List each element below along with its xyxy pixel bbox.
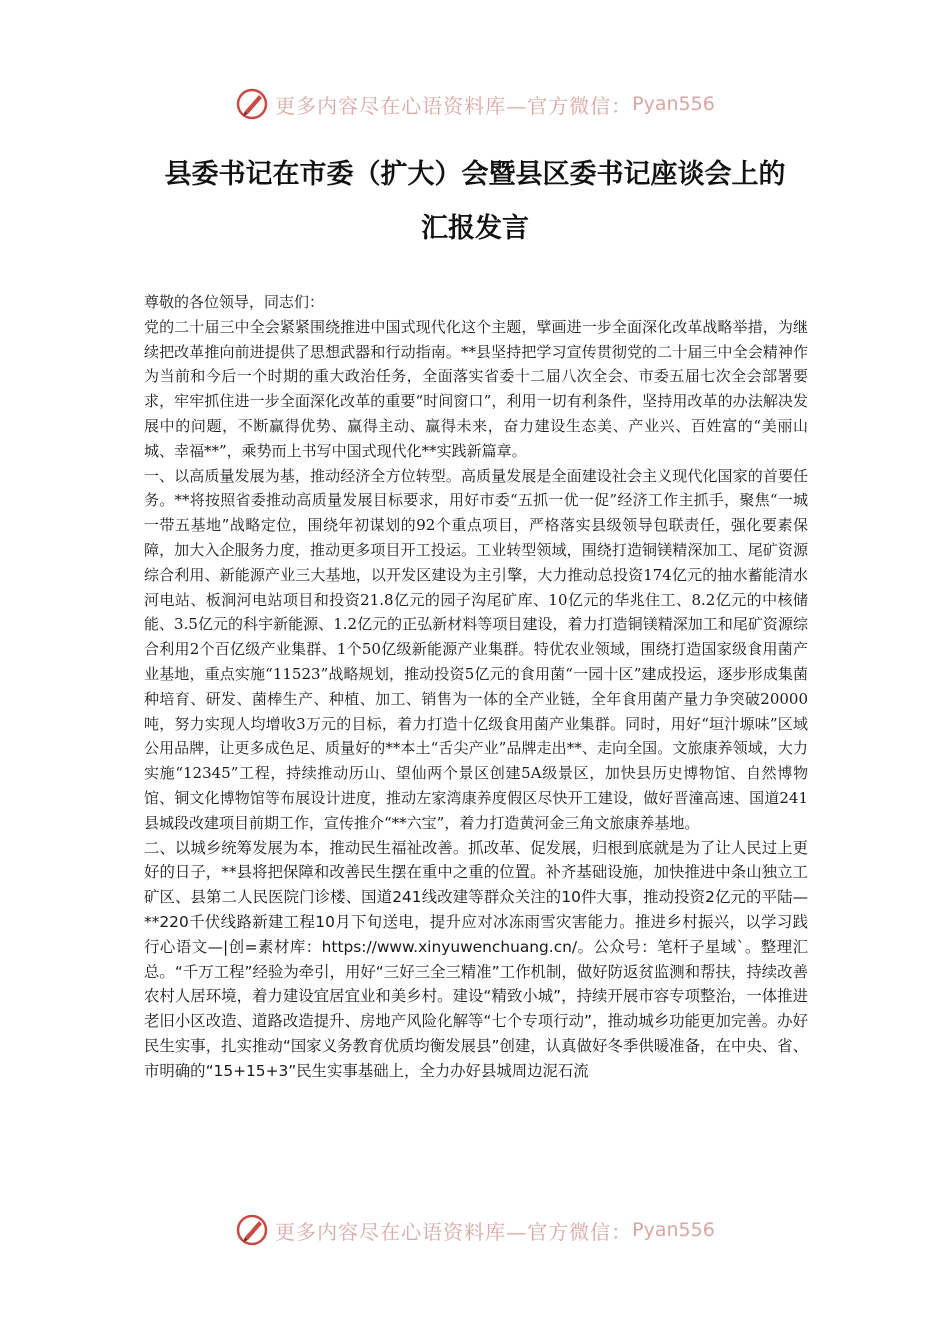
section-2-paragraph: 二、以城乡统筹发展为本，推动民生福祉改善。抓改革、促发展，归根到底就是为了让人民过上更好的日子，**县将把保障和改善民生摆在重中之重的位置。补齐基础设施，加快推进中条山独立工矿区、县第二人民医院门诊楼、国道241线改建等群众关注的10件大事，推动投资2亿元的平陆—**220千伏线路新建工程10月下旬送电，提升应对冰冻雨雪灾害能力。推进乡村振兴，以学习践行心语文—|创=素材库：https://www.xinyuwenchuang.cn/。公众号：笔杆子星域`。整理汇总。“千万工程”经验为牵引，用好“三好三全三精准”工作机制，做好防返贫监测和帮扶，持续改善农村人居环境，着力建设宜居宜业和美乡村。建设“精致小城”，持续开展市容专项整治，一体推进老旧小区改造、道路改造提升、房地产风险化解等“七个专项行动”，推动城乡功能更加完善。办好民生实事，扎实推动“国家义务教育优质均衡发展县”创建，认真做好冬季供暖准备，在中央、省、市明确的“15+15+3”民生实事基础上，全力办好县城周边泥石流 [144, 838, 808, 1080]
watermark-text: 更多内容尽在心语资料库—官方微信： [275, 93, 633, 118]
pen-logo-icon [235, 1213, 269, 1247]
watermark-banner-bottom [0, 1210, 950, 1250]
intro-paragraph: 党的二十届三中全会紧紧围绕推进中国式现代化这个主题，擘画进一步全面深化改革战略举措，为继续把改革推向前进提供了思想武器和行动指南。**县坚持把学习宣传贯彻党的二十届三中全会精神作为当前和今后一个时期的重大政治任务，全面落实省委十二届八次全会、市委五届七次全会部署要求，牢牢抓住进一步全面深化改革的重要“时间窗口”，利用一切有利条件，坚持用改革的办法解决发展中的问题，不断赢得优势、赢得主动、赢得未来，奋力建设生态美、产业兴、百姓富的“美丽山城、幸福**”，乘势而上书写中国式现代化**实践新篇章。 [144, 317, 808, 460]
watermark-wechat-id: Pyan556 [632, 1219, 715, 1241]
watermark-banner-top [0, 84, 950, 124]
salutation: 尊敬的各位领导，同志们： [144, 293, 325, 311]
document-title [100, 148, 850, 256]
pen-logo-icon [235, 87, 269, 121]
watermark-text: 更多内容尽在心语资料库—官方微信： [275, 1219, 633, 1244]
section-1-paragraph: 一、以高质量发展为基，推动经济全方位转型。高质量发展是全面建设社会主义现代化国家的首要任务。**将按照省委推动高质量发展目标要求，用好市委“五抓一优一促”经济工作主抓手，聚焦“一城一带五基地”战略定位，围绕年初谋划的92个重点项目，严格落实县级领导包联责任，强化要素保障，加大入企服务力度，推动更多项目开工投运。工业转型领域，围绕打造铜镁精深加工、尾矿资源综合利用、新能源产业三大基地，以开发区建设为主引擎，大力推动总投资174亿元的抽水蓄能清水河电站、板涧河电站项目和投资21.8亿元的园子沟尾矿库、10亿元的华兆住工、8.2亿元的中核储能、3.5亿元的科宇新能源、1.2亿元的正弘新材料等项目建设，着力打造铜镁精深加工和尾矿资源综合利用2个百亿级产业集群、1个50亿级新能源产业集群。特优农业领域，围绕打造国家级食用菌产业基地，重点实施“11523”战略规划，推动投资5亿元的食用菌“一园十区”建成投运，逐步形成集菌种培育、研发、菌棒生产、种植、加工、销售为一体的全产业链，全年食用菌产量力争突破20000吨，努力实现人均增收3万元的目标，着力打造十亿级食用菌产业集群。同时，用好“垣汁塬味”区域公用品牌，让更多成色足、质量好的**本土“舌尖产业”品牌走出**、走向全国。文旅康养领域，大力实施“12345”工程，持续推动历山、望仙两个景区创建5A级景区，加快县历史博物馆、自然博物馆、铜文化博物馆等布展设计进度，推动左家湾康养度假区尽快开工建设，做好晋潼高速、国道241县城段改建项目前期工作，宣传推介“**六宝”，着力打造黄河金三角文旅康养基地。 [144, 466, 808, 832]
title-line-2: 汇报发言 [421, 213, 529, 244]
watermark-wechat-id: Pyan556 [632, 93, 715, 115]
document-body [144, 290, 808, 1084]
title-line-1: 县委书记在市委（扩大）会暨县区委书记座谈会上的 [164, 159, 786, 190]
